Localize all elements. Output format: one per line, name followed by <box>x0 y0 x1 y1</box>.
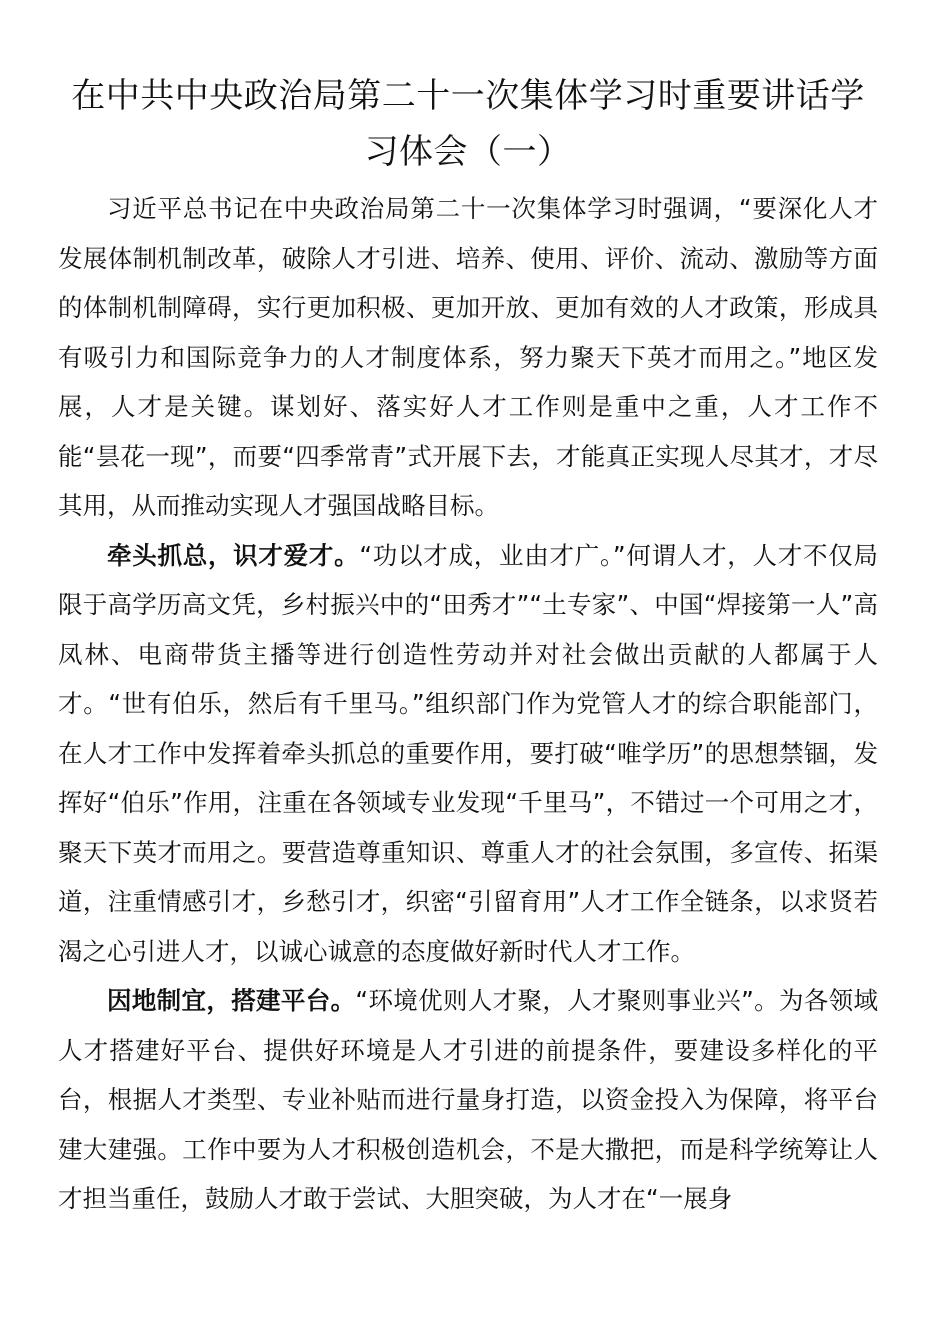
paragraph-body: “功以才成，业由才广。”何谓人才，人才不仅局限于高学历高文凭，乡村振兴中的“田秀才”“土专家”、中国“焊接第一人”高凤林、电商带货主播等进行创造性劳动并对社会做出贡献的人都属于人才。“世有伯乐，然后有千里马。”组织部门作为党管人才的综合职能部门，在人才工作中发挥着牵头抓总的重要作用，要打破“唯学历”的思想禁锢，发挥好“伯乐”作用，注重在各领域专业发现“千里马”，不错过一个可用之才，聚天下英才而用之。要营造尊重知识、尊重人才的社会氛围，多宣传、拓渠道，注重情感引才，乡愁引才，织密“引留育用”人才工作全链条，以求贤若渴之心引进人才，以诚心诚意的态度做好新时代人才工作。 <box>58 540 878 966</box>
paragraph-body: 习近平总书记在中央政治局第二十一次集体学习时强调，“要深化人才发展体制机制改革，破除人才引进、培养、使用、评价、流动、激励等方面的体制机制障碍，实行更加积极、更加开放、更加有效的人才政策，形成具有吸引力和国际竞争力的人才制度体系，努力聚天下英才而用之。”地区发展，人才是关键。谋划好、落实好人才工作则是重中之重，人才工作不能“昙花一现”，而要“四季常青”式开展下去，才能真正实现人尽其才，才尽其用，从而推动实现人才强国战略目标。 <box>58 194 878 520</box>
paragraph-section-2 <box>58 976 878 1224</box>
section-heading: 因地制宜，搭建平台。 <box>107 986 356 1015</box>
paragraph-section-1 <box>58 531 878 977</box>
section-heading: 牵头抓总，识才爱才。 <box>107 540 360 570</box>
document-page <box>58 68 878 1224</box>
document-title: 在中共中央政治局第二十一次集体学习时重要讲话学习体会（一） <box>71 76 865 172</box>
paragraph-intro <box>58 184 878 531</box>
paragraph-body: “环境优则人才聚，人才聚则事业兴”。为各领域人才搭建好平台、提供好环境是人才引进的前提条件，要建设多样化的平台，根据人才类型、专业补贴而进行量身打造，以资金投入为保障，将平台建大建强。工作中要为人才积极创造机会，不是大撒把，而是科学统筹让人才担当重任，鼓励人才敢于尝试、大胆突破，为人才在“一展身 <box>58 986 878 1213</box>
